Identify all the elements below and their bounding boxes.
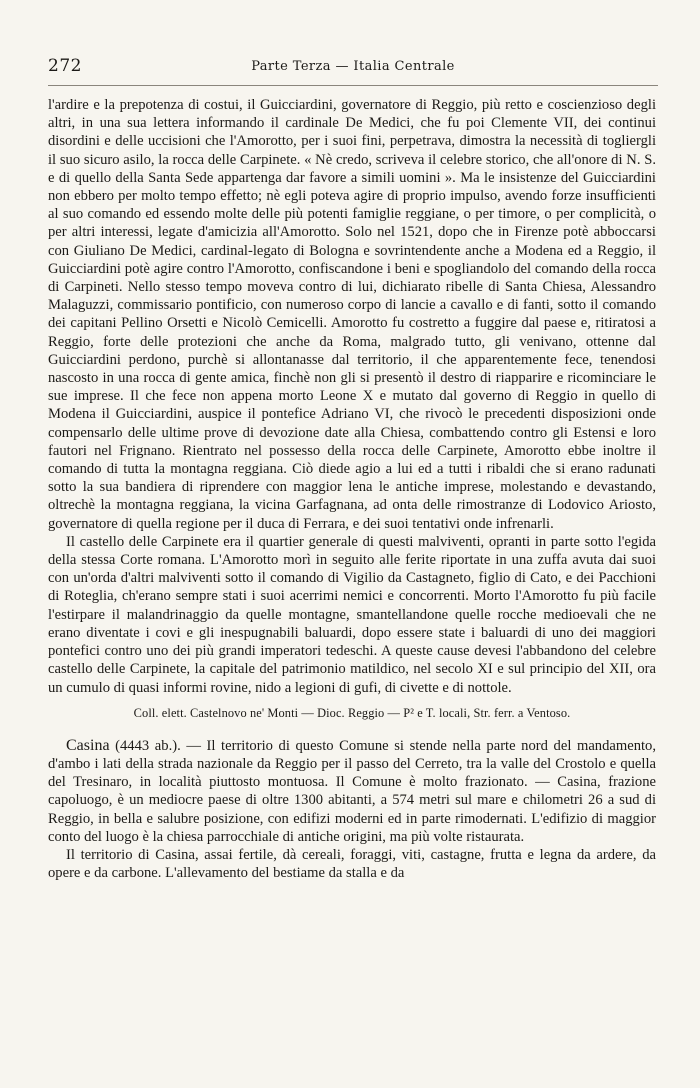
header-rule [48, 85, 658, 86]
paragraph-casina-text: (4443 ab.). — Il territorio di questo Comune si stende nella parte nord del mandamento, d'ambo i lati della strada nazionale da Reggio per il passo del Cerreto, tra la valle del Crostolo e quella del Tresinaro, in località piuttosto montuosa. Il Comune è molto frazionato. — Casina, frazione capoluogo, è un mediocre paese di oltre 1300 abitanti, a 574 metri sul mare e chilometri 26 a sud di Reggio, in bella e salubre posizione, con edifizi moderni ed in parte rimodernati. L'edifizio di maggior conto del luogo è la chiesa parrocchiale di antiche origini, ma più volte ristaurata. [48, 737, 656, 845]
body-text [48, 96, 656, 882]
paragraph-carpinete-castle: Il castello delle Carpinete era il quartier generale di questi malviventi, opranti in parte sotto l'egida della stessa Corte romana. L'Amorotto morì in seguito alle ferite riportate in una zuffa avuta dai suoi con un'orda d'altri malviventi sotto il comando di Vigilio da Castagneto, figlio di Cato, e dei Pacchioni di Roteglia, ch'erano sempre stati i suoi acerrimi nemici e concorrenti. Morto l'Amorotto fu più facile l'estirpare il malandrinaggio da quelle montagne, smantellandone quelle rocche medioevali che ne erano diventate i covi e gli inespugnabili baluardi, dopo essere state i baluardi di uno dei maggiori pontefici contro uno dei più grandi imperatori tedeschi. A queste cause devesi l'abbandono del celebre castello delle Carpinete, la capitale del patrimonio matildico, nel secolo XI e sul principio del XII, ora un cumulo di quasi informi rovine, nido a legioni di gufi, di civette e di nottole. [48, 533, 656, 696]
paragraph-casina [48, 737, 656, 846]
page-number: 272 [48, 56, 82, 76]
page-header [48, 56, 658, 80]
paragraph-casina-territory: Il territorio di Casina, assai fertile, dà cereali, foraggi, viti, castagne, frutta e legna da ardere, da opere e da carbone. L'allevamento del bestiame da stalla e da [48, 846, 656, 882]
entry-title-casina: Casina [66, 736, 110, 754]
running-title: Parte Terza — Italia Centrale [251, 59, 455, 74]
paragraph-amorotto-history: l'ardire e la prepotenza di costui, il Guicciardini, governatore di Reggio, più retto e coscienzioso degli altri, in una sua lettera informando il cardinale De Medici, che fu poi Clemente VII, dei continui disordini e delle uccisioni che l'Amorotto, per i suoi fini, perpetrava, dimostra la necessità di togliergli il suo sicuro asilo, la rocca delle Carpinete. « Nè credo, scriveva il celebre storico, che all'onore di N. S. e di quello della Santa Sede appartenga dar favore a simili uomini ». Ma le insistenze del Guicciardini non ebbero per molto tempo effetto; nè egli poteva agire di proprio impulso, avendo forze insufficienti al suo comando ed essendo molte delle più potenti famiglie reggiane, o per timore, o per complicità, o per altri interessi, legate d'amicizia all'Amorotto. Solo nel 1521, dopo che in Firenze potè abboccarsi con Giuliano De Medici, cardinal-legato di Bologna e sovrintendente anche a Modena ed a Reggio, il Guicciardini potè agire contro l'Amorotto, confiscandone i beni e spogliandolo del comando della rocca di Carpineti. Nello stesso tempo moveva contro di lui, dichiarato ribelle di Santa Chiesa, Alessandro Malaguzzi, commissario pontificio, con numeroso corpo di lancie a cavallo e di fanti, sotto il comando dei capitani Pellino Orsetti e Nicolò Cemicelli. Amorotto fu costretto a fuggire dal paese e, ritiratosi a Reggio, forte delle protezioni che anche da Roma, malgrado tutto, gli venivano, ottenne dal Guicciardini perdono, purchè si allontanasse dal territorio, il che apparentemente fece, tenendosi nascosto in una rocca di gente amica, finchè non gli si presentò il destro di riapparire e ricominciare le sue imprese. Il che fece non appena morto Leone X e mutato dal governo di Reggio in quello di Modena il Guicciardini, auspice il pontefice Adriano VI, che rivocò le precedenti disposizioni onde compensarlo delle ultime prove di devozione date alla Chiesa, combattendo contro gli Estensi e loro fautori nel Frignano. Rientrato nel possesso della rocca delle Carpinete, Amorotto ebbe inoltre il comando di tutta la montagna reggiana. Ciò diede agio a lui ed a tutti i ribaldi che si erano radunati sotto la sua bandiera di riprendere con maggior lena le antiche imprese, molestando e devastando, oltrechè la montagna reggiana, la vicina Garfagnana, ad onta delle rimostranze di Lodovico Ariosto, governatore di quella regione per il duca di Ferrara, e dei suoi tentativi onde infrenarli. [48, 97, 656, 532]
administrative-note: Coll. elett. Castelnovo ne' Monti — Dioc. Reggio — P² e T. locali, Str. ferr. a Ventoso. [133, 705, 571, 720]
